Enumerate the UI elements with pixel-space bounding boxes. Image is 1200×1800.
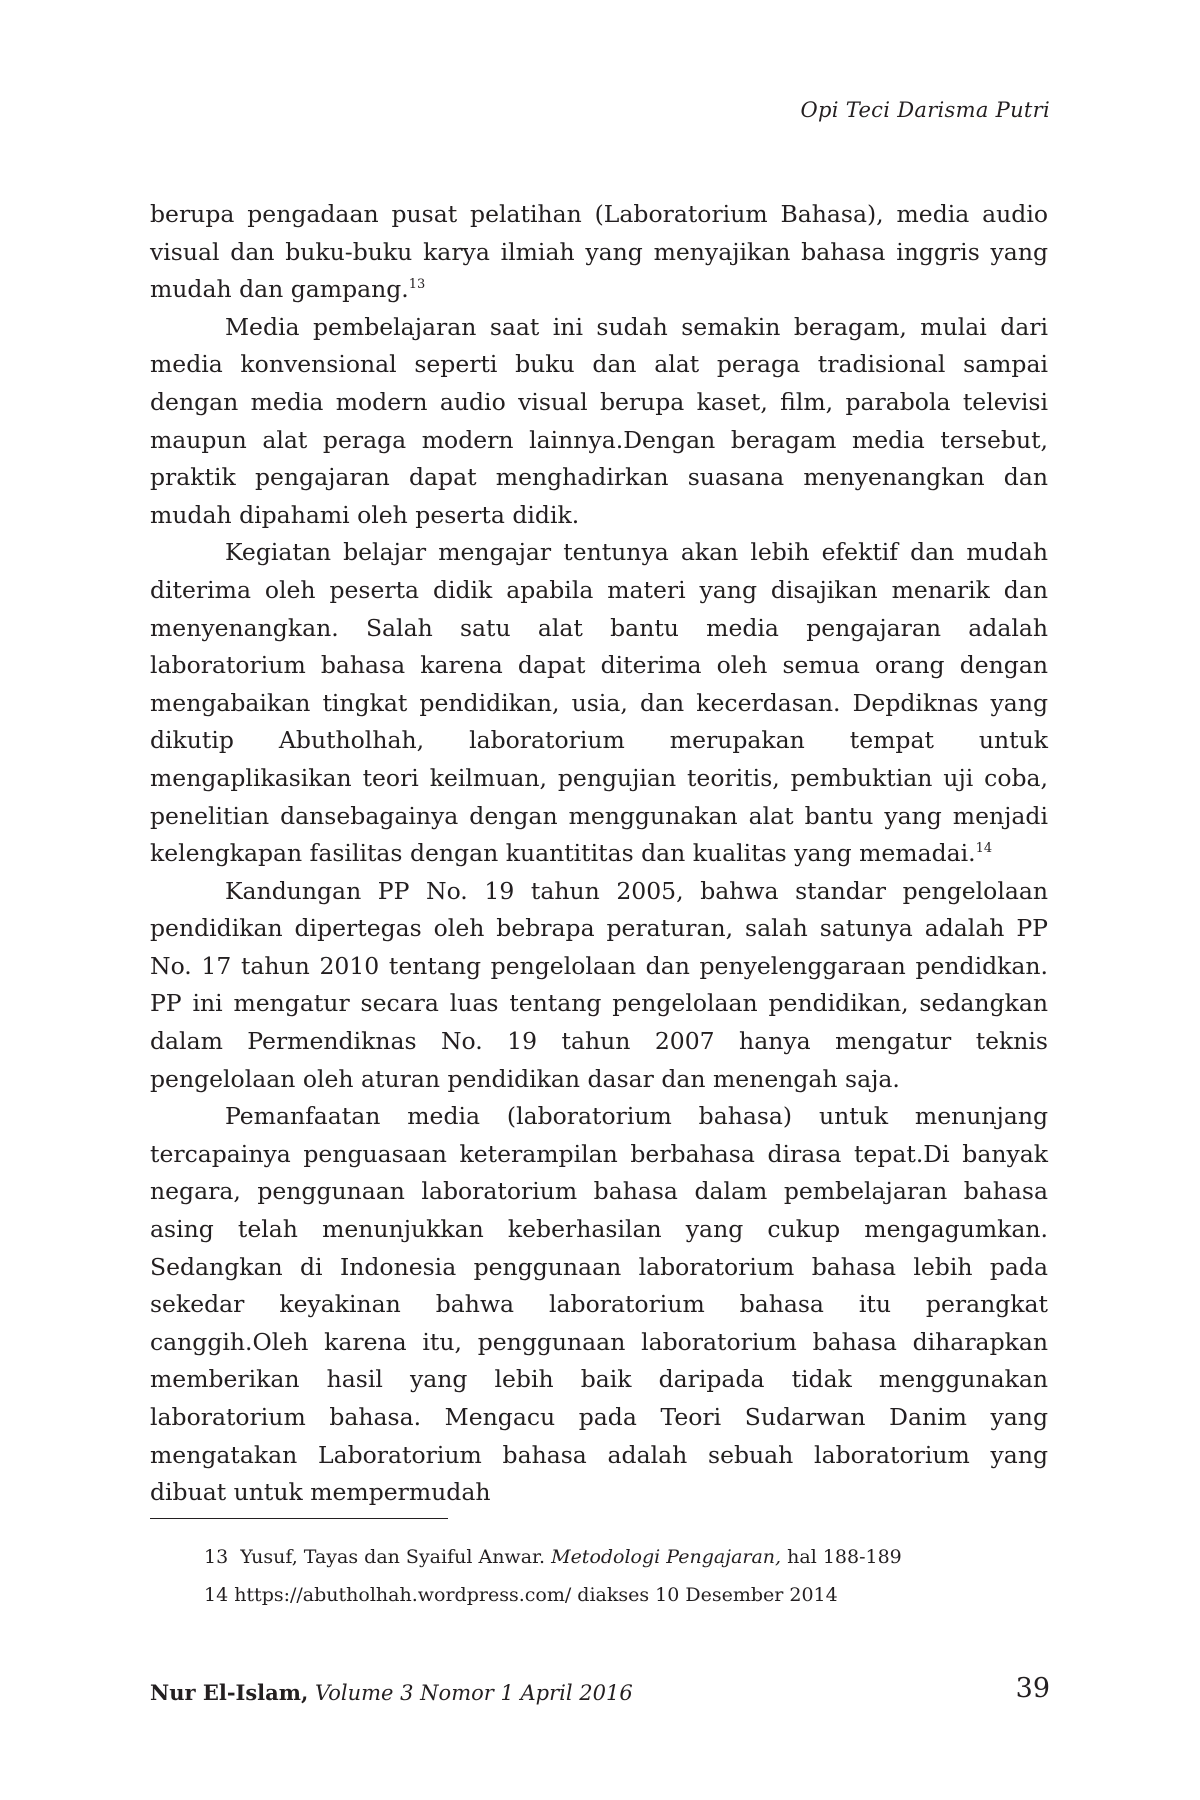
paragraph-1	[150, 196, 1048, 309]
paragraph-4: Kandungan PP No. 19 tahun 2005, bahwa standar pengelolaan pendidikan dipertegas oleh bebrapa peraturan, salah satunya adalah PP No. 17 tahun 2010 tentang pengelolaan dan penyelenggaraan pendidkan. PP ini mengatur secara luas tentang pengelolaan pendidikan, sedangkan dalam Permendiknas No. 19 tahun 2007 hanya mengatur teknis pengelolaan oleh aturan pendidikan dasar dan menengah saja.	[150, 876, 1048, 1093]
paragraph-3-text: Kegiatan belajar mengajar tentunya akan lebih efektif dan mudah diterima oleh peserta didik apabila materi yang disajikan menarik dan menyenangkan. Salah satu alat bantu media pengajaran adalah laboratorium bahasa karena dapat diterima oleh semua orang dengan mengabaikan tingkat pendidikan, usia, dan kecerdasan. Depdiknas yang dikutip Abutholhah, laboratorium merupakan tempat untuk mengaplikasikan teori keilmuan, pengujian teoritis, pembuktian uji coba, penelitian dansebagainya dengan menggunakan alat bantu yang menjadi kelengkapan fasilitas dengan kuantititas dan kualitas yang memadai.	[150, 538, 1048, 868]
footnote-13-title: Metodologi Pengajaran,	[551, 1546, 782, 1568]
footnote-13-pages: hal 188-189	[787, 1546, 902, 1568]
footnote-14-text[interactable]: https://abutholhah.wordpress.com/ diakses 10 Desember 2014	[234, 1584, 838, 1606]
footnote-13	[204, 1538, 1048, 1576]
footnote-14	[204, 1576, 1048, 1614]
paragraph-1-text: berupa pengadaan pusat pelatihan (Laboratorium Bahasa), media audio visual dan buku-buku karya ilmiah yang menyajikan bahasa inggris yang mudah dan gampang.	[150, 200, 1048, 304]
journal-footer	[150, 1680, 633, 1705]
footnote-divider	[150, 1518, 448, 1519]
paragraph-3	[150, 534, 1048, 872]
page-number: 39	[1015, 1673, 1050, 1704]
footnote-ref-13[interactable]: 13	[408, 277, 426, 293]
journal-volume: Volume 3 Nomor 1 April 2016	[315, 1681, 633, 1705]
footnotes	[204, 1538, 1048, 1614]
body-text	[150, 196, 1048, 1512]
footnote-number: 13	[204, 1546, 229, 1568]
footnote-13-authors: Yusuf, Tayas dan Syaiful Anwar.	[240, 1546, 546, 1568]
footnote-ref-14[interactable]: 14	[975, 841, 993, 857]
paragraph-5: Pemanfaatan media (laboratorium bahasa) untuk menunjang tercapainya penguasaan keterampilan berbahasa dirasa tepat.Di banyak negara, penggunaan laboratorium bahasa dalam pembelajaran bahasa asing telah menunjukkan keberhasilan yang cukup mengagumkan. Sedangkan di Indonesia penggunaan laboratorium bahasa lebih pada sekedar keyakinan bahwa laboratorium bahasa itu perangkat canggih.Oleh karena itu, penggunaan laboratorium bahasa diharapkan memberikan hasil yang lebih baik daripada tidak menggunakan laboratorium bahasa. Mengacu pada Teori Sudarwan Danim yang mengatakan Laboratorium bahasa adalah sebuah laboratorium yang dibuat untuk mempermudah	[150, 1102, 1048, 1507]
journal-name: Nur El-Islam,	[150, 1680, 309, 1705]
paragraph-2: Media pembelajaran saat ini sudah semakin beragam, mulai dari media konvensional seperti buku dan alat peraga tradisional sampai dengan media modern audio visual berupa kaset, film, parabola televisi maupun alat peraga modern lainnya.Dengan beragam media tersebut, praktik pengajaran dapat menghadirkan suasana menyenangkan dan mudah dipahami oleh peserta didik.	[150, 312, 1048, 529]
running-head-author: Opi Teci Darisma Putri	[800, 98, 1050, 122]
footnote-number: 14	[204, 1584, 229, 1606]
